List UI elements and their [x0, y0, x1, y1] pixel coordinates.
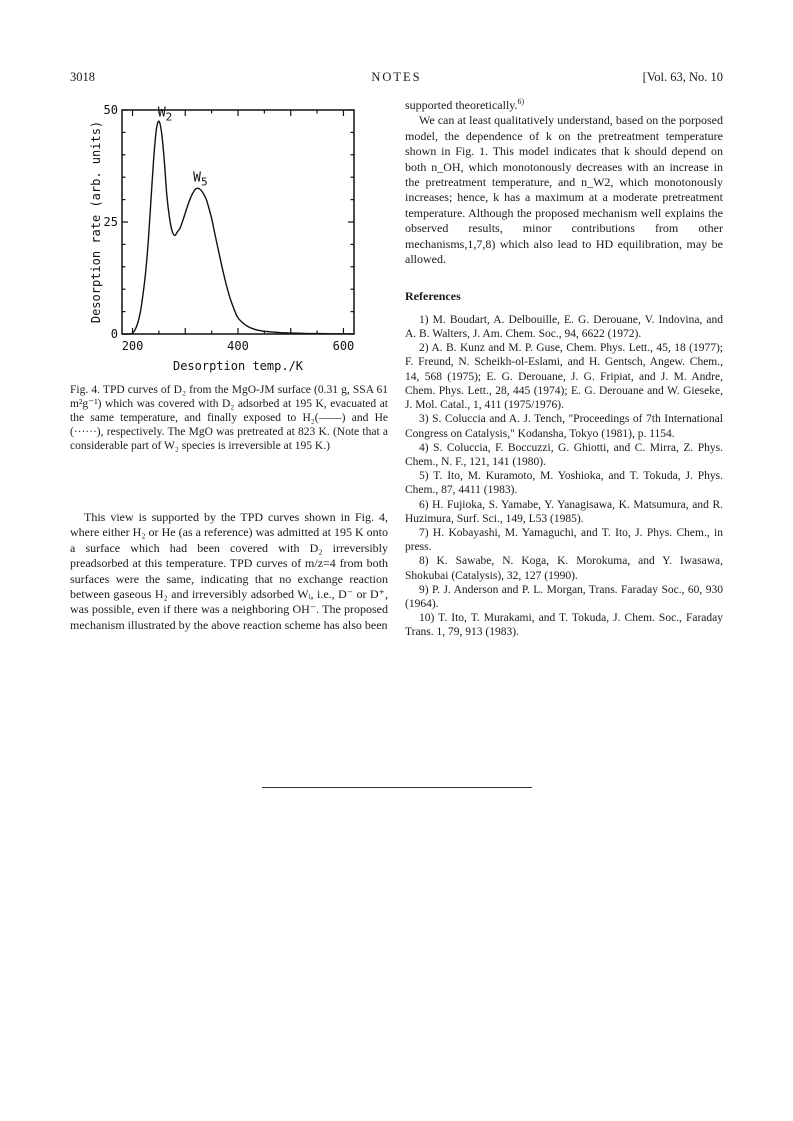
caption-label: Fig. 4.	[70, 384, 100, 396]
figure-4-chart	[70, 98, 390, 383]
reference-item: 9) P. J. Anderson and P. L. Morgan, Trans. Faraday Soc., 60, 930 (1964).	[405, 583, 723, 610]
reference-item: 2) A. B. Kunz and M. P. Guse, Chem. Phys. Lett., 45, 18 (1977); F. Freund, N. Scheikh-ol-Eslami, and H. Gentsch, Angew. Chem., 14, 568 (1975); E. G. Derouane, J. G. Fripiat, and J. M. Andre, Chem. Phys. Lett., 28, 445 (1974); E. G. Derouane and W. Gieseke, J. Mol. Catal., 1, 411 (1975/1976).	[405, 342, 723, 412]
continued-text: supported theoretically.	[405, 98, 518, 112]
continued-paragraph	[405, 98, 723, 113]
x-axis-label: Desorption temp./K	[172, 359, 304, 373]
reference-item: 10) T. Ito, T. Murakami, and T. Tokuda, J. Chem. Soc., Faraday Trans. 1, 79, 913 (1983).	[405, 612, 723, 639]
y-tick-label: 50	[103, 103, 118, 117]
left-column-paragraph: This view is supported by the TPD curves shown in Fig. 4, where either H₂ or He (as a reference) was admitted at 195 K onto a surface which had been covered with D₂ irreversibly preadsorbed at this temperature. TPD curves of m/z=4 from both surfaces were the same, indicating that no exchange reaction between gaseous H₂ and irreversibly adsorbed Wᵢ, i.e., D⁻ or D⁺, was possible, even if there was a neighboring OH⁻. The proposed mechanism illustrated by the above reaction scheme has also been	[70, 510, 388, 632]
page-number: 3018	[70, 70, 95, 84]
y-axis-label: Desorption rate (arb. units)	[89, 120, 103, 324]
y-tick-label: 0	[110, 327, 118, 341]
tpd-curve-series	[122, 121, 354, 334]
end-rule	[262, 787, 532, 788]
reference-item: 4) S. Coluccia, F. Boccuzzi, G. Ghiotti, and C. Mirra, Z. Phys. Chem., N. F., 121, 141 (1980).	[405, 441, 723, 468]
references-heading: References	[405, 289, 461, 304]
peak-label-subscript: 5	[201, 175, 208, 189]
x-tick-label: 600	[332, 339, 355, 353]
x-tick-label: 400	[227, 339, 249, 353]
reference-item: 6) H. Fujioka, S. Yamabe, Y. Yanagisawa, K. Matsumura, and R. Huzimura, Surf. Sci., 149, L53 (1985).	[405, 498, 723, 525]
volume-info: [Vol. 63, No. 10	[642, 70, 723, 84]
reference-item: 3) S. Coluccia and A. J. Tench, "Proceedings of 7th International Congress on Catalysis," Kodansha, Tokyo (1981), p. 1154.	[405, 413, 723, 440]
peak-label-main: W	[193, 170, 202, 186]
y-tick-label: 25	[103, 215, 118, 229]
figure-caption	[70, 383, 388, 453]
reference-item: 8) K. Sawabe, N. Koga, K. Morokuma, and Y. Iwasawa, Shokubai (Catalysis), 32, 127 (1990).	[405, 555, 723, 582]
model-paragraph: We can at least qualitatively understand, based on the porposed model, the dependence of k on the pretreatment temperature shown in Fig. 1. This model indicates that k should depend on both n_OH, which monotonously decreases with an increase in the pretreatment temperature, and n_W2, which monotonously increases; hence, k has a maximum at a moderate pretreatment temperature. Although the proposed mechanism well explains the observed results, minor contributions from other mechanisms,1,7,8) which also lead to HD equilibration, may be allowed.	[405, 113, 723, 267]
peak-label	[158, 106, 172, 124]
peak-label	[193, 171, 207, 189]
caption-text: TPD curves of D₂ from the MgO-JM surface (0.31 g, SSA 61 m²g⁻¹) which was covered with D₂ adsorbed at 195 K, evacuated at the same temperature, and finally exposed to H₂(——) and He (······), respectively. The MgO was pretreated at 823 K. (Note that a considerable part of W₂ species is irreversible at 195 K.)	[70, 384, 389, 452]
x-tick-labels	[122, 339, 355, 353]
right-column	[405, 98, 723, 640]
peak-label-subscript: 2	[165, 110, 173, 124]
x-tick-label: 200	[121, 339, 144, 353]
reference-list	[405, 313, 723, 640]
tpd-chart-svg	[70, 98, 390, 383]
continued-citation: 6)	[517, 97, 525, 106]
peak-label-main: W	[157, 105, 166, 121]
y-tick-labels	[104, 103, 118, 341]
axis-ticks	[122, 110, 354, 334]
reference-item: 7) H. Kobayashi, M. Yamaguchi, and T. Ito, J. Phys. Chem., in press.	[405, 526, 723, 554]
running-title: NOTES	[371, 70, 422, 84]
plot-frame	[122, 110, 354, 334]
reference-item: 1) M. Boudart, A. Delbouille, E. G. Derouane, V. Indovina, and A. B. Walters, J. Am. Chem. Soc., 94, 6622 (1972).	[405, 313, 723, 341]
reference-item: 5) T. Ito, M. Kuramoto, M. Yoshioka, and T. Tokuda, J. Phys. Chem., 87, 4411 (1983).	[405, 470, 723, 497]
